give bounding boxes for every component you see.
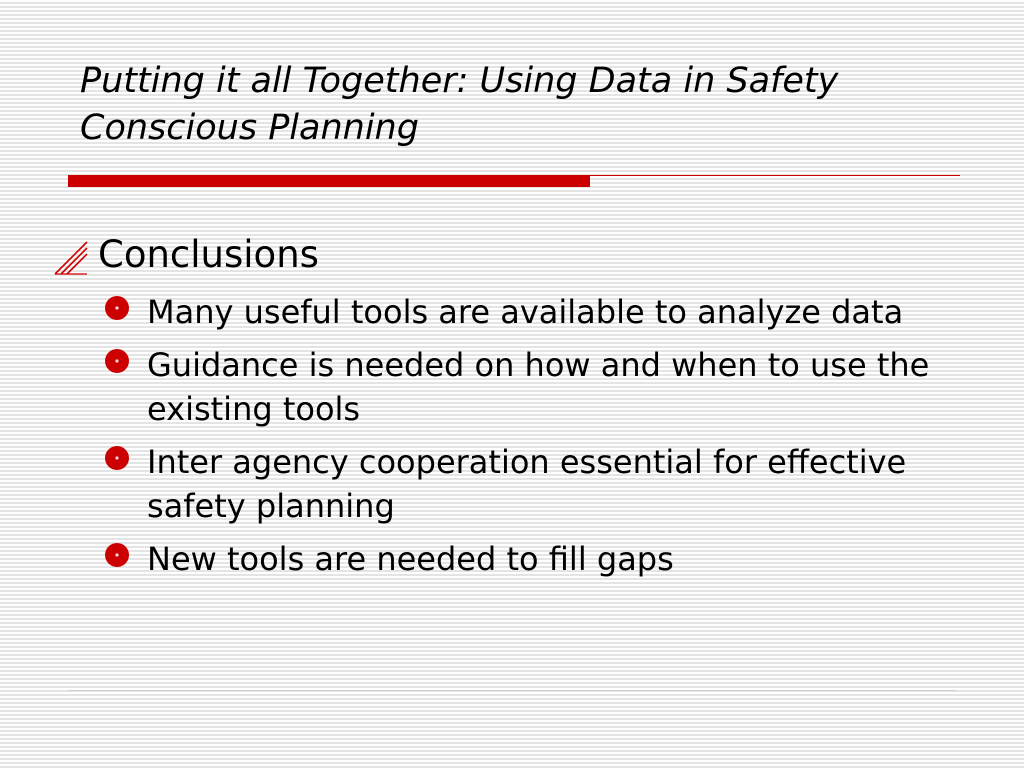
red-circle-bullet-icon bbox=[104, 542, 130, 568]
bullet-list bbox=[104, 290, 1004, 590]
list-item bbox=[104, 440, 1004, 528]
bullet-text: Many useful tools are available to analyze data bbox=[147, 293, 904, 331]
hatch-icon bbox=[52, 239, 90, 277]
conclusions-heading bbox=[52, 230, 319, 280]
list-item bbox=[104, 537, 1004, 581]
footer-divider bbox=[68, 690, 956, 691]
list-item bbox=[104, 343, 1004, 431]
title-underline-thin bbox=[590, 175, 960, 176]
bullet-text: Inter agency cooperation essential for effective safety planning bbox=[147, 443, 907, 525]
heading-text: Conclusions bbox=[98, 233, 319, 276]
list-item bbox=[104, 290, 1004, 334]
red-circle-bullet-icon bbox=[104, 348, 130, 374]
slide-title: Putting it all Together: Using Data in Safety Conscious Planning bbox=[80, 61, 839, 148]
red-circle-bullet-icon bbox=[104, 295, 130, 321]
title-underline-thick bbox=[68, 175, 590, 187]
red-circle-bullet-icon bbox=[104, 445, 130, 471]
bullet-text: New tools are needed to fill gaps bbox=[147, 540, 674, 578]
bullet-text: Guidance is needed on how and when to use the existing tools bbox=[147, 346, 930, 428]
